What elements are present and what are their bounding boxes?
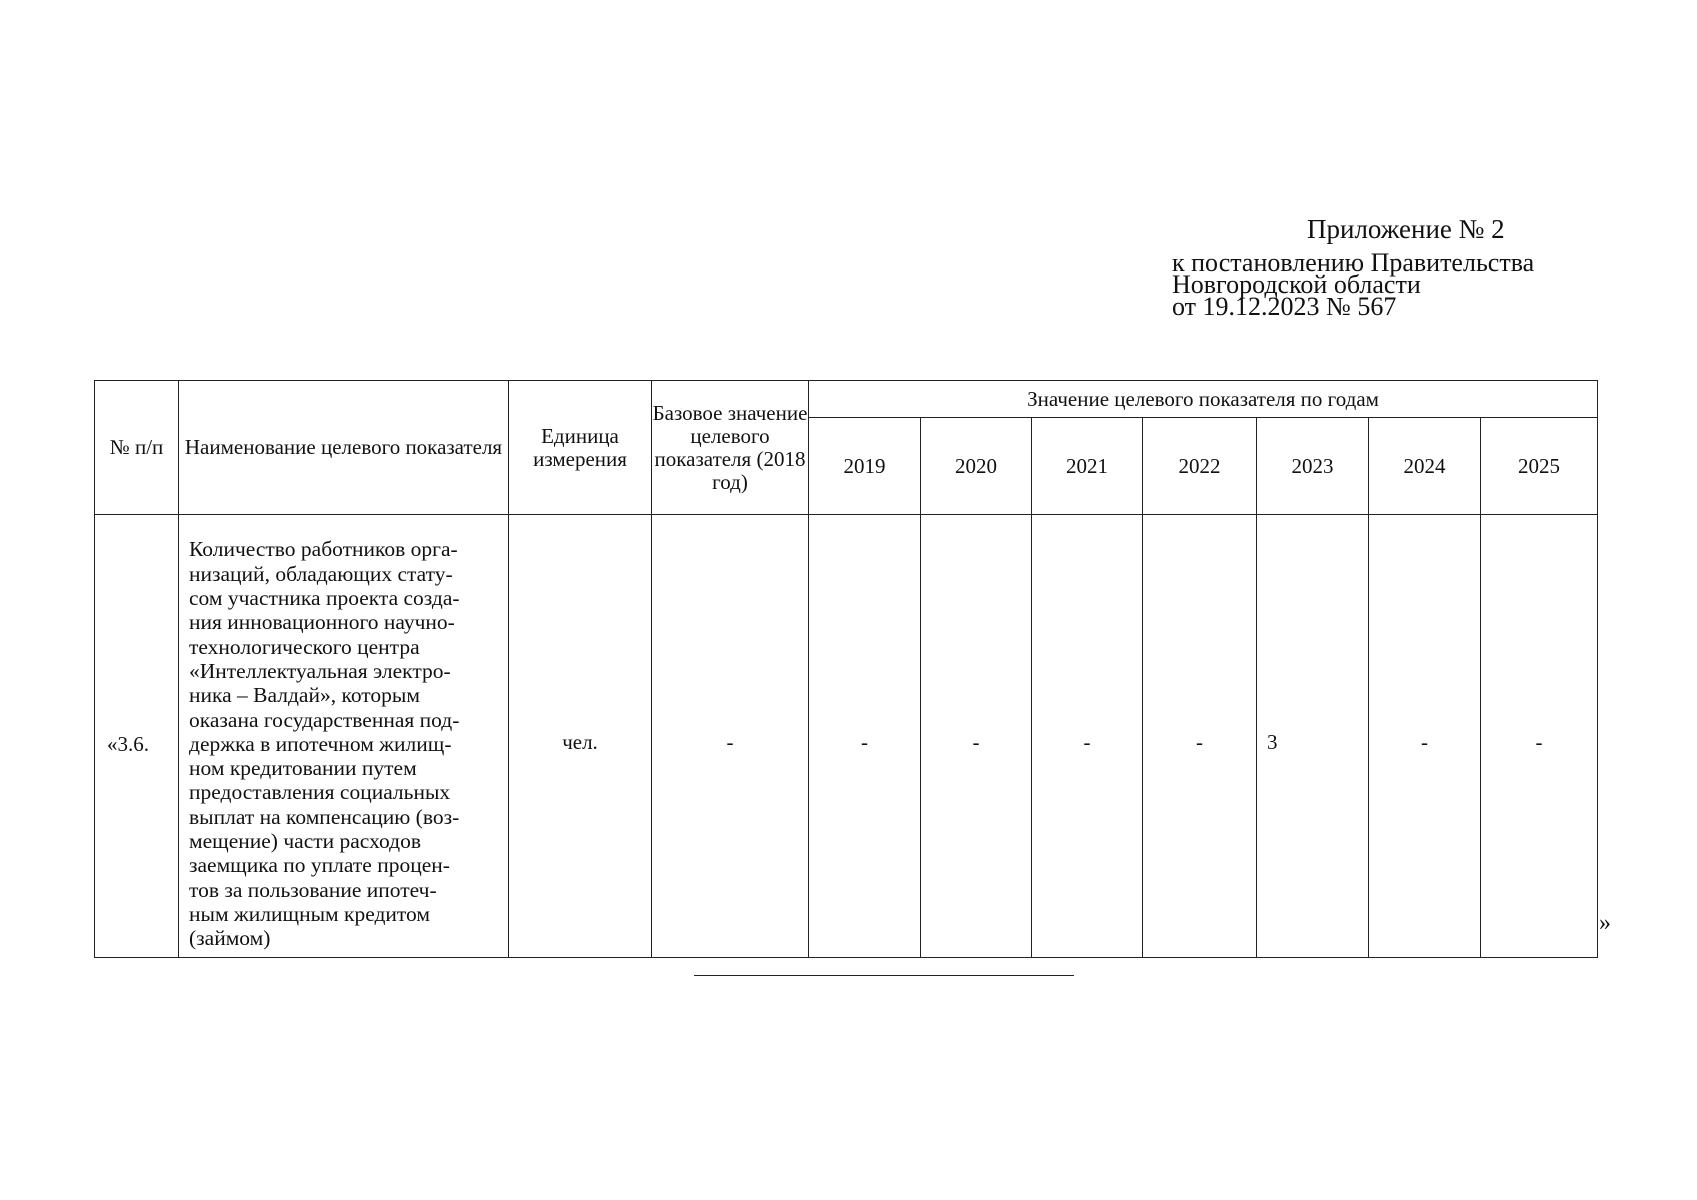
row-value-2025: -: [1481, 515, 1598, 958]
row-value-2020: -: [921, 515, 1032, 958]
row-indicator-name: [179, 515, 509, 958]
name-line: заемщика по уплате процен-: [189, 853, 450, 878]
appendix-reference: [1172, 248, 1535, 321]
closing-quote: »: [1599, 910, 1611, 936]
header-year-2022: 2022: [1143, 418, 1257, 515]
row-value-2023: 3: [1257, 515, 1369, 958]
name-line: Количество работников орга-: [189, 537, 458, 562]
row-base-value: -: [652, 515, 809, 958]
header-name: Наименование целевого показателя: [179, 381, 509, 515]
name-line: ния инновационного научно-: [189, 610, 455, 635]
appendix-line-3: от 19.12.2023 № 567: [1172, 292, 1397, 321]
indicators-table: [94, 380, 1598, 958]
row-value-2021: -: [1032, 515, 1143, 958]
name-line: ным жилищным кредитом: [189, 901, 430, 926]
row-num: «3.6.: [95, 515, 179, 958]
name-line: мещение) части расходов: [189, 829, 421, 854]
header-year-2020: 2020: [921, 418, 1032, 515]
name-line: ном кредитовании путем: [189, 756, 417, 781]
name-line: выплат на компенсацию (воз-: [189, 804, 460, 829]
header-year-2019: 2019: [809, 418, 921, 515]
row-unit: чел.: [509, 515, 652, 958]
name-line: «Интеллектуальная электро-: [189, 658, 451, 683]
header-year-2021: 2021: [1032, 418, 1143, 515]
name-line: сом участника проекта созда-: [189, 586, 460, 611]
appendix-line-1: к постановлению Правительства: [1172, 248, 1535, 277]
name-line: тов за пользование ипотеч-: [189, 877, 437, 902]
row-value-2019: -: [809, 515, 921, 958]
name-line: держка в ипотечном жилищ-: [189, 731, 452, 756]
appendix-title: Приложение № 2: [1307, 214, 1505, 244]
header-year-2024: 2024: [1369, 418, 1481, 515]
row-value-2022: -: [1143, 515, 1257, 958]
header-years-group: Значение целевого показателя по годам: [809, 381, 1598, 418]
name-line: (займом): [189, 926, 271, 951]
row-value-2024: -: [1369, 515, 1481, 958]
header-num: № п/п: [95, 381, 179, 515]
table-row: [95, 515, 1598, 958]
name-line: технологического центра: [189, 634, 420, 659]
header-year-2023: 2023: [1257, 418, 1369, 515]
header-unit: Единица измерения: [509, 381, 652, 515]
name-line: ника – Валдай», которым: [189, 683, 420, 708]
name-line: предоставления социальных: [189, 780, 451, 805]
header-base-value: Базовое значение целевого показателя (2018 год): [652, 381, 809, 515]
name-line: низаций, обладающих стату-: [189, 561, 453, 586]
appendix-line-2: Новгородской области: [1172, 270, 1421, 299]
bottom-divider: [694, 975, 1074, 976]
name-line: оказана государственная под-: [189, 707, 460, 732]
header-year-2025: 2025: [1481, 418, 1598, 515]
